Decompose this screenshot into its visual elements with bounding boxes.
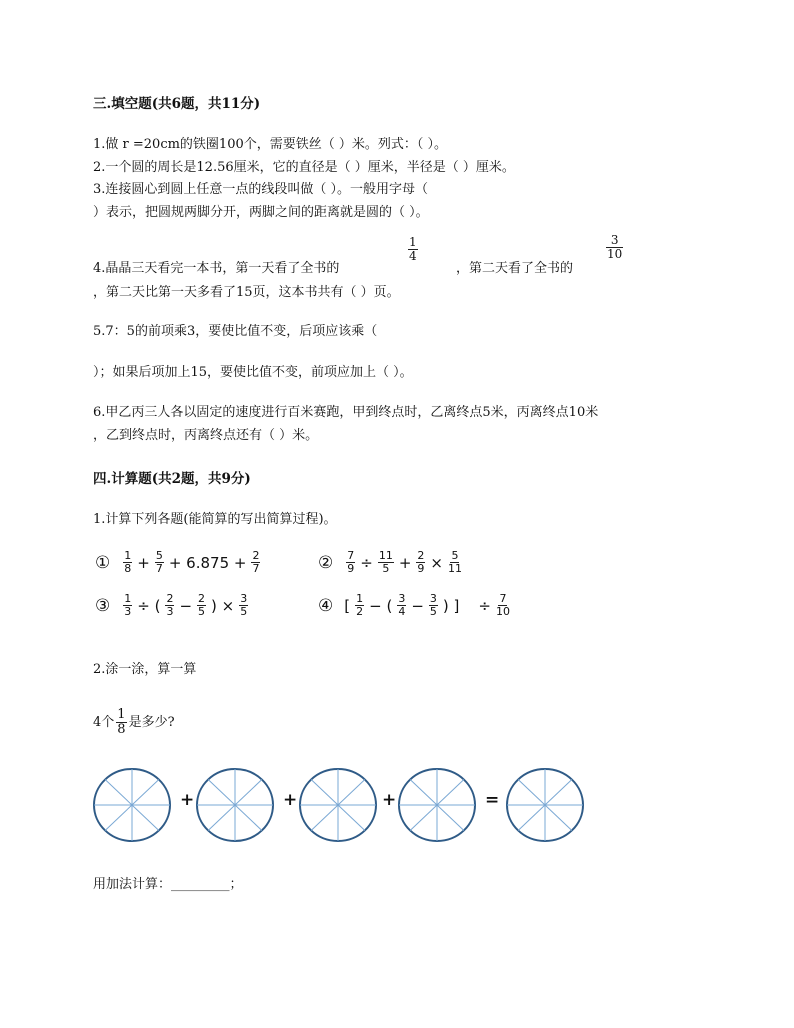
- operator: ×: [430, 553, 443, 572]
- fraction-denominator: 4: [409, 249, 417, 263]
- plus-sign-1: +: [180, 790, 195, 810]
- fraction: 1 8: [117, 707, 126, 737]
- q3-text-line1: 3.连接圆心到圆上任意一点的线段叫做（ ）。一般用字母（: [93, 182, 429, 197]
- prompt-part2: 是多少?: [128, 714, 175, 730]
- fraction: $\frac{5}{7}$: [155, 549, 163, 575]
- answer-line: [93, 877, 243, 893]
- expression-number: ④: [318, 595, 334, 616]
- operator: +: [398, 553, 412, 572]
- q4-fraction-1: [408, 236, 418, 263]
- operator: ÷: [478, 596, 491, 615]
- operator: ) ]: [442, 596, 460, 615]
- expression-1: [95, 550, 262, 575]
- answer-label: 用加法计算：: [93, 877, 172, 892]
- fraction: $\frac{7}{10}$: [495, 592, 510, 618]
- operator: −: [411, 596, 424, 615]
- operator: ÷: [360, 553, 373, 572]
- calc-q2-text: 2.涂一涂，算一算: [93, 662, 197, 677]
- expression-number: ③: [95, 595, 111, 616]
- bracket: [: [344, 596, 351, 615]
- operator: ) ×: [211, 596, 235, 615]
- section4-title: 四.计算题(共2题，共9分): [93, 471, 251, 487]
- fraction-numerator: 1: [409, 235, 417, 249]
- circle-diagram-1: [92, 767, 172, 843]
- fraction-denominator: 10: [607, 247, 623, 261]
- fraction-numerator: 3: [606, 234, 623, 248]
- circle-diagram-5: [505, 767, 585, 843]
- expression-4: [318, 593, 512, 618]
- operator: − (: [369, 596, 393, 615]
- section3-title: 三.填空题(共6题，共11分): [93, 96, 261, 112]
- operator: −: [179, 596, 193, 615]
- fraction: 1 8: [124, 549, 132, 575]
- fraction: 2 3: [166, 592, 174, 618]
- fraction: $\frac{3}{5}$: [429, 592, 437, 618]
- fraction: $\frac{3}{5}$: [240, 592, 248, 618]
- plus-sign-3: +: [382, 790, 397, 810]
- q2-text: 2.一个圆的周长是12.56厘米，它的直径是（ ）厘米，半径是（ ）厘米。: [93, 160, 515, 175]
- q5-text-line1: 5.7：5的前项乘3，要使比值不变，后项应该乘（: [93, 324, 378, 339]
- expression-number: ②: [318, 552, 334, 573]
- fraction: $\frac{2}{7}$: [252, 549, 260, 575]
- fraction: 1 2: [356, 592, 364, 618]
- expression-number: ①: [95, 552, 111, 573]
- q4-text-part1: 4.晶晶三天看完一本书，第一天看了全书的: [93, 261, 340, 276]
- answer-blank[interactable]: _________；: [171, 877, 243, 892]
- q4-fraction-2: [606, 234, 623, 261]
- fraction: $\frac{2}{5}$: [198, 592, 206, 618]
- q5-text-line2: ）；如果后项加上15，要使比值不变，前项应加上（ ）。: [93, 365, 413, 380]
- equals-sign: =: [485, 790, 500, 810]
- fraction: $\frac{5}{11}$: [447, 549, 462, 575]
- q6-text-line2: ，乙到终点时，丙离终点还有（ ）米。: [93, 428, 319, 443]
- q4-text-part3: ，第二天比第一天多看了15页，这本书共有（ ）页。: [93, 285, 400, 300]
- operator: + 6.875 +: [168, 553, 247, 572]
- fraction: $\frac{2}{9}$: [417, 549, 425, 575]
- prompt-part1: 4个: [93, 714, 115, 730]
- q1-text: 1.做 r =20cm的铁圈100个，需要铁丝（ ）米。列式：（ ）。: [93, 137, 448, 152]
- q4-text-part2: ，第二天看了全书的: [456, 261, 574, 276]
- expression-3: [95, 593, 250, 618]
- calc-q2-prompt: [93, 708, 175, 737]
- fraction: $\frac{7}{9}$: [347, 549, 355, 575]
- fraction: $\frac{11}{5}$: [378, 549, 393, 575]
- calc-q1-text: 1.计算下列各题(能简算的写出简算过程)。: [93, 512, 337, 527]
- expression-2: [318, 550, 464, 575]
- q6-text-line1: 6.甲乙丙三人各以固定的速度进行百米赛跑，甲到终点时，乙离终点5米，丙离终点10米: [93, 405, 599, 420]
- circle-diagram-4: [397, 767, 477, 843]
- plus-sign-2: +: [283, 790, 298, 810]
- circle-diagram-2: [195, 767, 275, 843]
- operator: ÷ (: [137, 596, 161, 615]
- operator: +: [137, 553, 150, 572]
- fraction: $\frac{1}{3}$: [124, 592, 132, 618]
- fraction: 3 4: [398, 592, 406, 618]
- circle-diagram-3: [298, 767, 378, 843]
- q3-text-line2: ）表示，把圆规两脚分开，两脚之间的距离就是圆的（ ）。: [93, 205, 429, 220]
